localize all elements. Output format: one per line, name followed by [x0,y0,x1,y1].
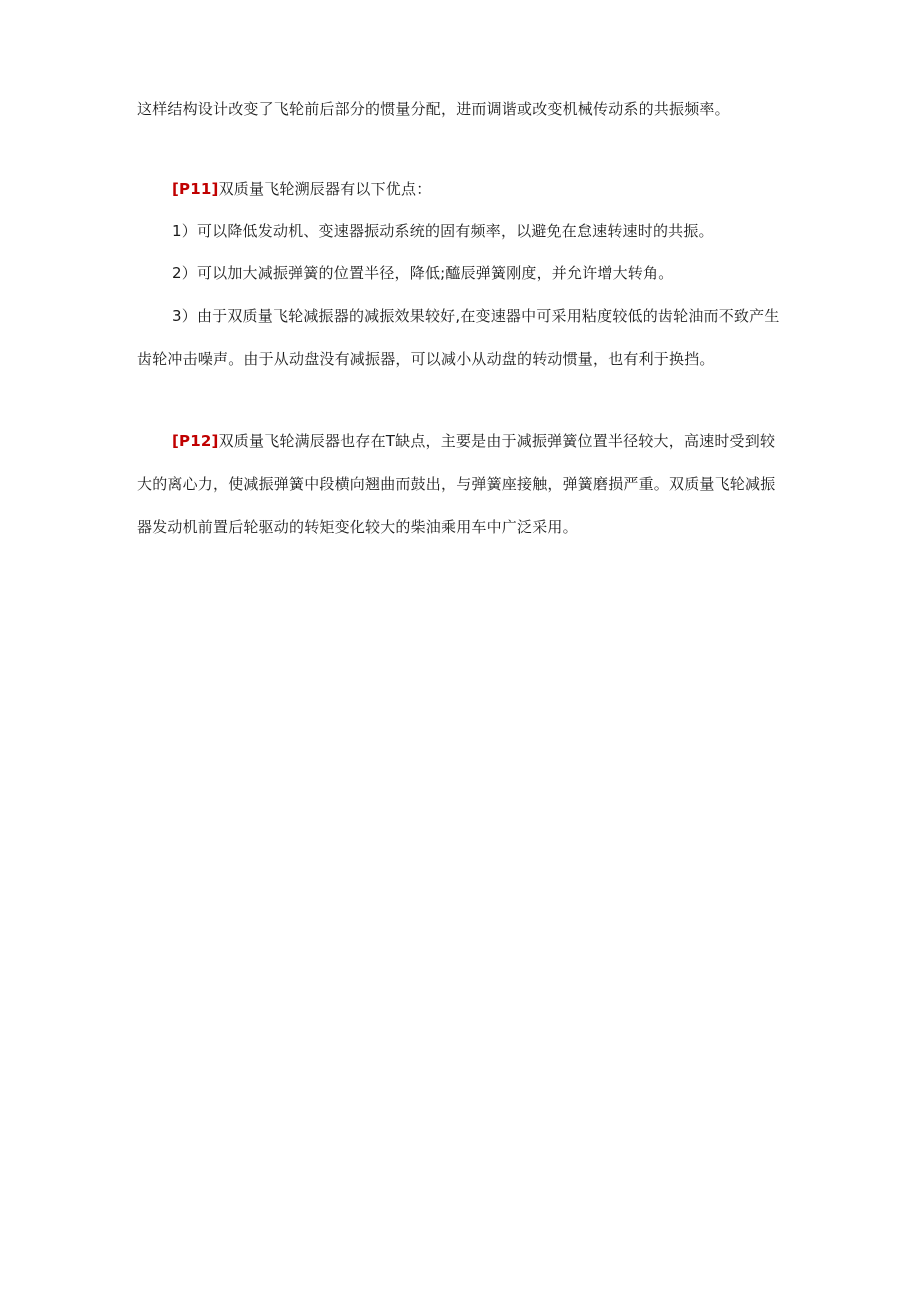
p11-tag: [P11] [172,180,219,198]
p11-heading: 双质量飞轮溯辰器有以下优点： [218,180,432,198]
p11-heading-line [172,179,431,199]
p11-item-2: 2）可以加大减振弹簧的位置半径，降低;醯辰弹簧刚度，并允许增大转角。 [172,264,674,282]
p11-item-1: 1）可以降低发动机、变速器振动系统的固有频率，以避免在怠速转速时的共振。 [172,222,714,240]
p12-tag: [P12] [172,432,219,450]
p12-line-2: 大的离心力，使减振弹簧中段横向翘曲而鼓出，与弹簧座接触，弹簧磨损严重。双质量飞轮减振 [137,475,776,493]
p11-item-3-line-1: 3）由于双质量飞轮减振器的减振效果较好,在变速器中可采用粘度较低的齿轮油而不致产生 [172,307,780,325]
p11-item-3-line-2: 齿轮冲击噪声。由于从动盘没有减振器，可以减小从动盘的转动惯量，也有利于换挡。 [137,350,715,368]
intro-line-1: 这样结构设计改变了飞轮前后部分的惯量分配，进而调谐或改变机械传动系的共振频率。 [137,100,730,118]
p12-line-3: 器发动机前置后轮驱动的转矩变化较大的柴油乘用车中广泛采用。 [137,518,578,536]
p12-text-1: 双质量飞轮满辰器也存在T缺点，主要是由于减振弹簧位置半径较大，高速时受到较 [218,432,776,450]
p12-line-1 [172,431,775,451]
